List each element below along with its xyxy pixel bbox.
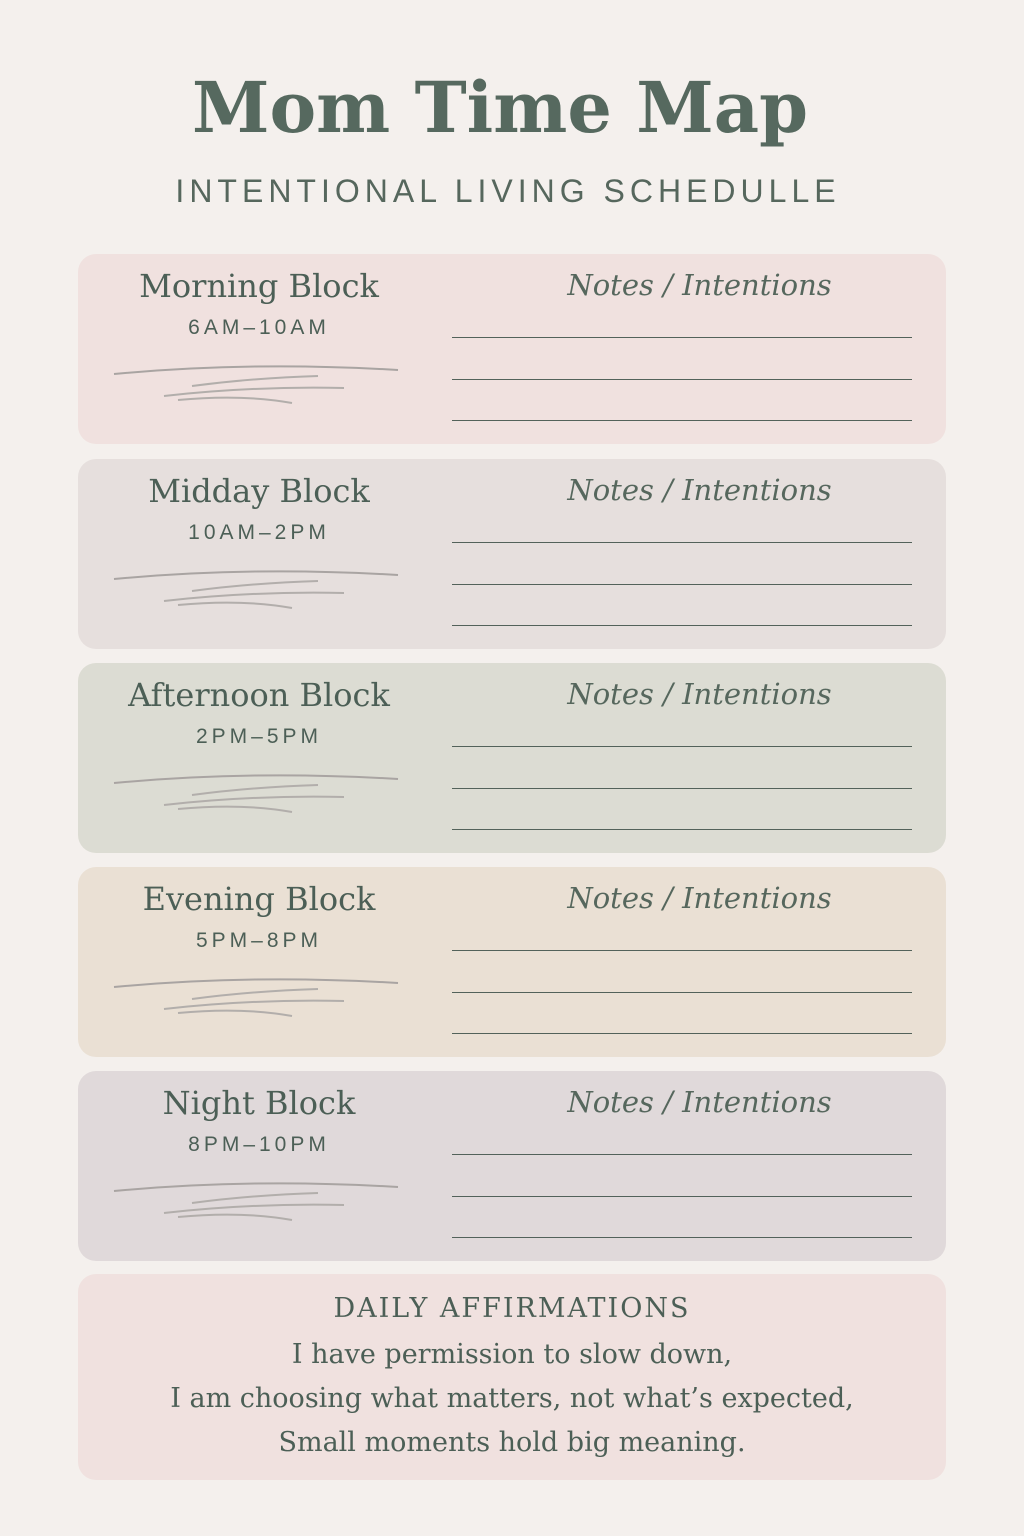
block-night — [78, 1071, 946, 1261]
block-heading — [78, 867, 448, 1057]
note-line[interactable] — [452, 625, 912, 626]
block-time: 5PM–8PM — [195, 929, 323, 952]
notes-label: Notes / Intentions — [567, 1085, 832, 1119]
block-heading — [78, 254, 448, 444]
scribble-lines — [112, 969, 402, 1019]
block-afternoon — [78, 663, 946, 853]
notes-label: Notes / Intentions — [567, 677, 832, 711]
affirmation-line: I am choosing what matters, not what’s expected, — [170, 1383, 854, 1414]
block-time: 10AM–2PM — [188, 521, 330, 544]
note-line[interactable] — [452, 1196, 912, 1197]
note-line[interactable] — [452, 1154, 912, 1155]
note-line[interactable] — [452, 584, 912, 585]
note-line[interactable] — [452, 337, 912, 338]
block-time: 2PM–5PM — [195, 725, 323, 748]
page-subtitle: INTENTIONAL LIVING SCHEDULLE — [175, 173, 841, 209]
note-line[interactable] — [452, 829, 912, 830]
note-line[interactable] — [452, 788, 912, 789]
note-line[interactable] — [452, 420, 912, 421]
block-heading — [78, 1071, 448, 1261]
block-evening — [78, 867, 946, 1057]
block-time: 6AM–10AM — [188, 316, 330, 339]
note-line[interactable] — [452, 1237, 912, 1238]
affirmations-panel — [78, 1274, 946, 1480]
block-name: Morning Block — [139, 267, 379, 305]
affirmation-line: I have permission to slow down, — [291, 1339, 733, 1370]
scribble-lines — [112, 356, 402, 406]
note-line[interactable] — [452, 1033, 912, 1034]
block-midday — [78, 459, 946, 649]
notes-label: Notes / Intentions — [567, 473, 832, 507]
note-line[interactable] — [452, 950, 912, 951]
affirmations-title: DAILY AFFIRMATIONS — [333, 1293, 691, 1324]
notes-label: Notes / Intentions — [567, 881, 832, 915]
scribble-lines — [112, 561, 402, 611]
note-line[interactable] — [452, 992, 912, 993]
note-line[interactable] — [452, 746, 912, 747]
block-name: Afternoon Block — [128, 676, 390, 714]
note-line[interactable] — [452, 542, 912, 543]
block-heading — [78, 459, 448, 649]
scribble-lines — [112, 765, 402, 815]
affirmation-line: Small moments hold big meaning. — [278, 1427, 746, 1458]
scribble-lines — [112, 1173, 402, 1223]
block-heading — [78, 663, 448, 853]
notes-label: Notes / Intentions — [567, 268, 832, 302]
block-morning — [78, 254, 946, 444]
block-name: Evening Block — [142, 880, 376, 918]
block-time: 8PM–10PM — [188, 1133, 330, 1156]
page-title: Mom Time Map — [191, 66, 809, 149]
block-name: Night Block — [162, 1084, 356, 1122]
note-line[interactable] — [452, 379, 912, 380]
block-name: Midday Block — [148, 472, 370, 510]
